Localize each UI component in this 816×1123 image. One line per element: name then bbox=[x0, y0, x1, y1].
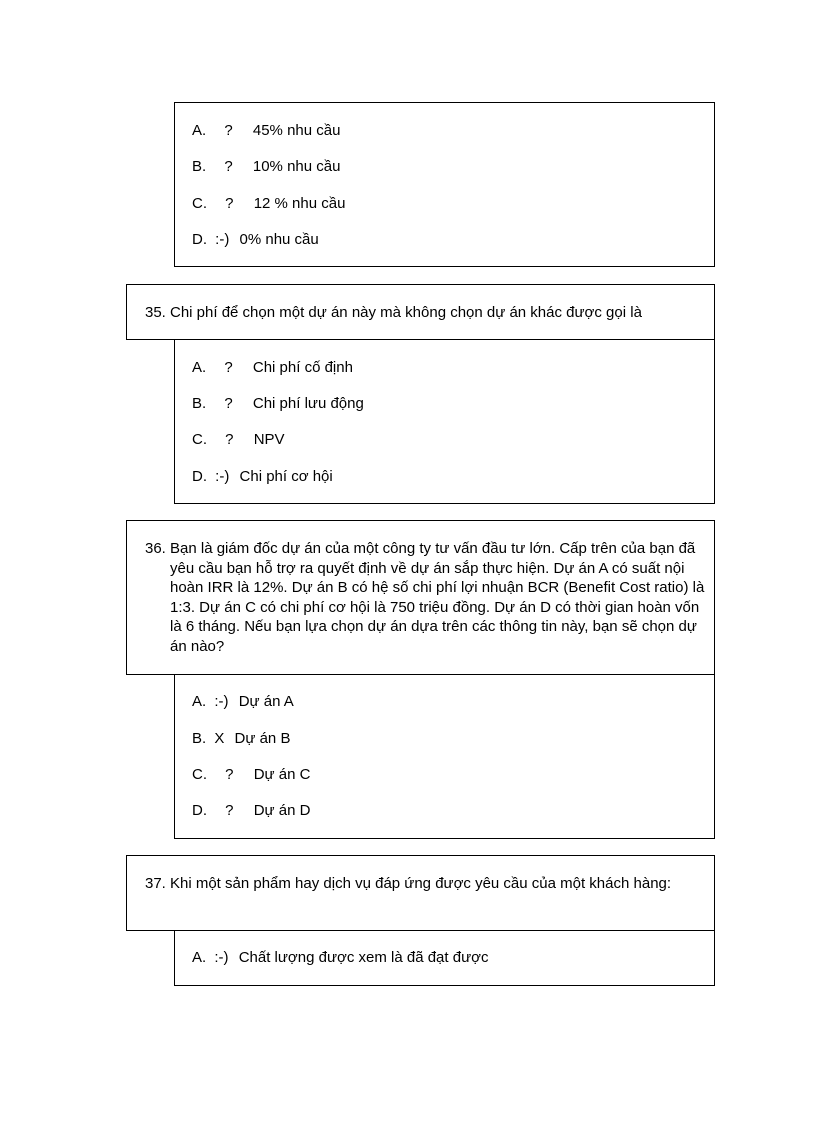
option-letter: C. bbox=[192, 195, 207, 212]
answer-mark: ? bbox=[225, 766, 234, 783]
option-letter: A. bbox=[192, 949, 207, 966]
answer-mark: :-) bbox=[214, 693, 229, 710]
answer-option-a[interactable] bbox=[192, 122, 340, 140]
question-text: Bạn là giám đốc dự án của một công ty tư vấn đầu tư lớn. Cấp trên của bạn đã yêu cầu bạn hỗ trợ ra quyết định về dự án sắp thực hiện. Dự án A có suất nội hoàn IRR là 12%. Dự án B có hệ số chi phí lợi nhuận BCR (Benefit Cost ratio) là 1:3. Dự án C có chi phí cơ hội là 750 triệu đồng. Dự án D có thời gian hoàn vốn là 6 tháng. Nếu bạn lựa chọn dự án dựa trên các thông tin này, bạn sẽ chọn dự án nào? bbox=[170, 540, 705, 655]
answer-option-d[interactable] bbox=[192, 468, 333, 486]
answer-option-a[interactable] bbox=[192, 359, 353, 377]
option-text: 10% nhu cầu bbox=[252, 158, 341, 175]
answer-option-b[interactable] bbox=[192, 158, 340, 176]
question-text: Khi một sản phẩm hay dịch vụ đáp ứng được yêu cầu của một khách hàng: bbox=[170, 875, 672, 892]
answer-option-d[interactable] bbox=[192, 231, 319, 249]
question-number: 35. bbox=[145, 304, 166, 321]
option-text: 0% nhu cầu bbox=[239, 231, 319, 248]
option-letter: B. bbox=[192, 158, 207, 175]
option-text: Chi phí lưu động bbox=[252, 395, 364, 412]
option-letter: A. bbox=[192, 359, 207, 376]
question-number: 36. bbox=[145, 540, 166, 557]
answer-mark: ? bbox=[225, 431, 234, 448]
question-37 bbox=[145, 874, 705, 894]
answer-box-34 bbox=[174, 102, 715, 267]
answer-option-a[interactable] bbox=[192, 949, 488, 967]
answer-mark: ? bbox=[225, 195, 234, 212]
answer-mark: :-) bbox=[215, 468, 230, 485]
question-number: 37. bbox=[145, 875, 166, 892]
answer-option-b[interactable] bbox=[192, 730, 290, 748]
answer-option-c[interactable] bbox=[192, 766, 310, 784]
option-text: Dự án D bbox=[253, 802, 311, 819]
answer-mark: ? bbox=[224, 395, 233, 412]
question-text: Chi phí để chọn một dự án này mà không chọn dự án khác được gọi là bbox=[170, 304, 642, 321]
question-35 bbox=[145, 303, 705, 323]
option-letter: A. bbox=[192, 693, 207, 710]
option-letter: D. bbox=[192, 802, 207, 819]
answer-mark: :-) bbox=[214, 949, 229, 966]
question-box-36 bbox=[126, 520, 715, 675]
answer-box-35 bbox=[174, 339, 715, 504]
answer-option-d[interactable] bbox=[192, 802, 310, 820]
option-text: Chi phí cố định bbox=[252, 359, 353, 376]
option-text: Dự án A bbox=[238, 693, 294, 710]
question-box-37 bbox=[126, 855, 715, 931]
answer-mark: ? bbox=[224, 359, 233, 376]
question-box-35 bbox=[126, 284, 715, 340]
answer-mark: ? bbox=[224, 122, 233, 139]
answer-box-37 bbox=[174, 930, 715, 986]
option-letter: D. bbox=[192, 231, 207, 248]
option-letter: A. bbox=[192, 122, 207, 139]
option-letter: B. bbox=[192, 395, 207, 412]
option-text: 45% nhu cầu bbox=[252, 122, 341, 139]
answer-mark: ? bbox=[225, 802, 234, 819]
option-text: Chi phí cơ hội bbox=[239, 468, 333, 485]
option-text: Dự án B bbox=[234, 730, 291, 747]
answer-mark: ? bbox=[224, 158, 233, 175]
answer-option-a[interactable] bbox=[192, 693, 294, 711]
answer-mark: :-) bbox=[215, 231, 230, 248]
option-letter: D. bbox=[192, 468, 207, 485]
option-text: Chất lượng được xem là đã đạt được bbox=[238, 949, 489, 966]
option-letter: C. bbox=[192, 431, 207, 448]
answer-option-b[interactable] bbox=[192, 395, 364, 413]
option-text: NPV bbox=[253, 431, 285, 448]
answer-option-c[interactable] bbox=[192, 195, 345, 213]
option-letter: C. bbox=[192, 766, 207, 783]
answer-mark: X bbox=[214, 730, 225, 747]
option-text: 12 % nhu cầu bbox=[253, 195, 346, 212]
answer-option-c[interactable] bbox=[192, 431, 285, 449]
answer-box-36 bbox=[174, 674, 715, 839]
option-text: Dự án C bbox=[253, 766, 311, 783]
question-36 bbox=[145, 539, 705, 656]
option-letter: B. bbox=[192, 730, 207, 747]
